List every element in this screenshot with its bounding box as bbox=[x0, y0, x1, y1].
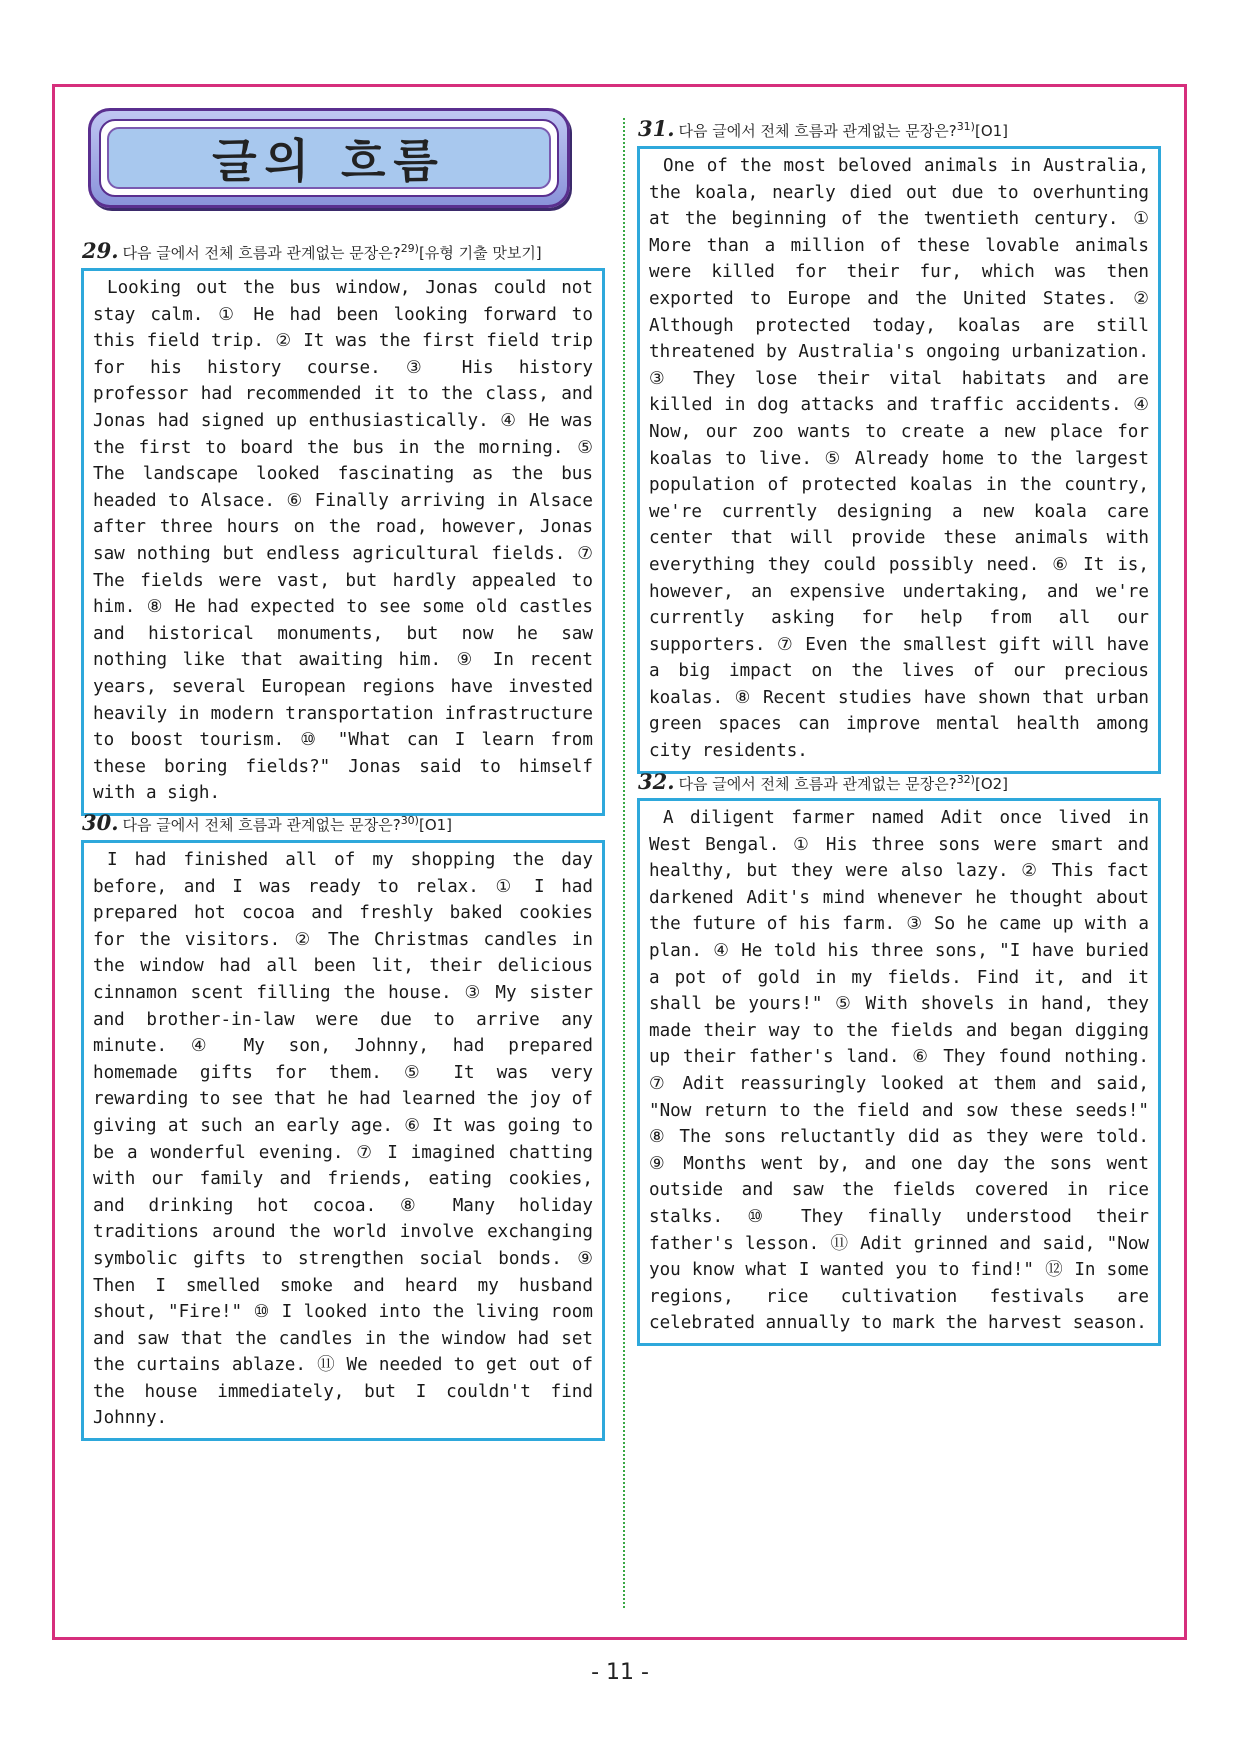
question-32-passage bbox=[637, 798, 1161, 1346]
question-prompt: 다음 글에서 전체 흐름과 관계없는 문장은? bbox=[122, 244, 401, 262]
passage-text: Looking out the bus window, Jonas could not stay calm. ① He had been looking forward to this field trip. ② It was the first field trip for his history course. ③ His history professor had recommended it to the class, and Jonas had signed up enthusiastically. ④ He was the first to board the bus in the morning. ⑤ The landscape looked fascinating as the bus headed to Alsace. ⑥ Finally arriving in Alsace after three hours on the road, however, Jonas saw nothing but endless agricultural fields. ⑦ The fields were vast, but hardly appealed to him. ⑧ He had expected to see some old castles and historical monuments, but now he saw nothing like that awaiting him. ⑨ In recent years, several European regions have invested heavily in modern transportation infrastructure to boost tourism. ⑩ "What can I learn from these boring fields?" Jonas said to himself with a sigh. bbox=[93, 278, 593, 804]
passage-text: A diligent farmer named Adit once lived in West Bengal. ① His three sons were smart and healthy, but they were also lazy. ② This fact darkened Adit's mind whenever he thought about the future of his farm. ③ So he came up with a plan. ④ He told his three sons, "I have buried a pot of gold in my fields. Find it, and it shall be yours!" ⑤ With shovels in hand, they made their way to the fields and began digging up their father's land. ⑥ They found nothing. ⑦ Adit reassuringly looked at them and said, "Now return to the field and sow these seeds!" ⑧ The sons reluctantly did as they were told. ⑨ Months went by, and one day the sons went outside and saw the fields covered in rice stalks. ⑩ They finally understood their father's lesson. ⑪ Adit grinned and said, "Now you know what I wanted you to find!" ⑫ In some regions, rice cultivation festivals are celebrated annually to mark the harvest season. bbox=[649, 808, 1149, 1334]
footnote-marker: 32) bbox=[956, 773, 975, 786]
question-30-passage bbox=[81, 840, 605, 1441]
question-30-heading bbox=[82, 810, 452, 835]
question-number: 32. bbox=[638, 769, 675, 794]
section-title: 글의 흐름 bbox=[212, 134, 446, 188]
question-31-passage bbox=[637, 146, 1161, 774]
page-number: - 11 - bbox=[591, 1660, 649, 1685]
passage-text: I had finished all of my shopping the day before, and I was ready to relax. ① I had prepared hot cocoa and freshly baked cookies for the visitors. ② The Christmas candles in the window had all been lit, their delicious cinnamon scent filling the house. ③ My sister and brother-in-law were due to arrive any minute. ④ My son, Johnny, had prepared homemade gifts for them. ⑤ It was very rewarding to see that he had learned the joy of giving at such an early age. ⑥ It was going to be a wonderful evening. ⑦ I imagined chatting with our family and friends, eating cookies, and drinking hot cocoa. ⑧ Many holiday traditions around the world involve exchanging symbolic gifts to strengthen social bonds. ⑨ Then I smelled smoke and heard my husband shout, "Fire!" ⑩ I looked into the living room and saw that the candles in the window had set the curtains ablaze. ⑪ We needed to get out of the house immediately, but I couldn't find Johnny. bbox=[93, 850, 593, 1429]
footnote-marker: 31) bbox=[956, 120, 975, 133]
question-prompt: 다음 글에서 전체 흐름과 관계없는 문장은? bbox=[122, 816, 401, 834]
question-tag: [O1] bbox=[974, 122, 1009, 140]
question-tag: [O2] bbox=[974, 775, 1009, 793]
footnote-marker: 30) bbox=[400, 814, 419, 827]
question-number: 30. bbox=[82, 810, 119, 835]
question-32-heading bbox=[638, 769, 1008, 794]
footnote-marker: 29) bbox=[400, 242, 419, 255]
question-31-heading bbox=[638, 116, 1008, 141]
question-number: 31. bbox=[638, 116, 675, 141]
column-divider bbox=[623, 118, 625, 1608]
title-banner-inner bbox=[107, 127, 551, 189]
title-banner bbox=[88, 108, 570, 208]
title-banner-border bbox=[99, 119, 559, 197]
question-tag: [O1] bbox=[418, 816, 453, 834]
question-tag: [유형 기출 맛보기] bbox=[418, 244, 542, 262]
question-29-heading bbox=[82, 238, 542, 263]
question-29-passage bbox=[81, 268, 605, 816]
question-prompt: 다음 글에서 전체 흐름과 관계없는 문장은? bbox=[678, 775, 957, 793]
question-prompt: 다음 글에서 전체 흐름과 관계없는 문장은? bbox=[678, 122, 957, 140]
passage-text: One of the most beloved animals in Australia, the koala, nearly died out due to overhunting at the beginning of the twentieth century. ① More than a million of these lovable animals were killed for their fur, which was then exported to Europe and the United States. ② Although protected today, koalas are still threatened by Australia's ongoing urbanization. ③ They lose their vital habitats and are killed in dog attacks and traffic accidents. ④ Now, our zoo wants to create a new place for koalas to live. ⑤ Already home to the largest population of protected koalas in the country, we're currently designing a new koala care center that will provide these animals with everything they could possibly need. ⑥ It is, however, an expensive undertaking, and we're currently asking for help from all our supporters. ⑦ Even the smallest gift will have a big impact on the lives of our precious koalas. ⑧ Recent studies have shown that urban green spaces can improve mental health among city residents. bbox=[649, 156, 1149, 762]
question-number: 29. bbox=[82, 238, 119, 263]
